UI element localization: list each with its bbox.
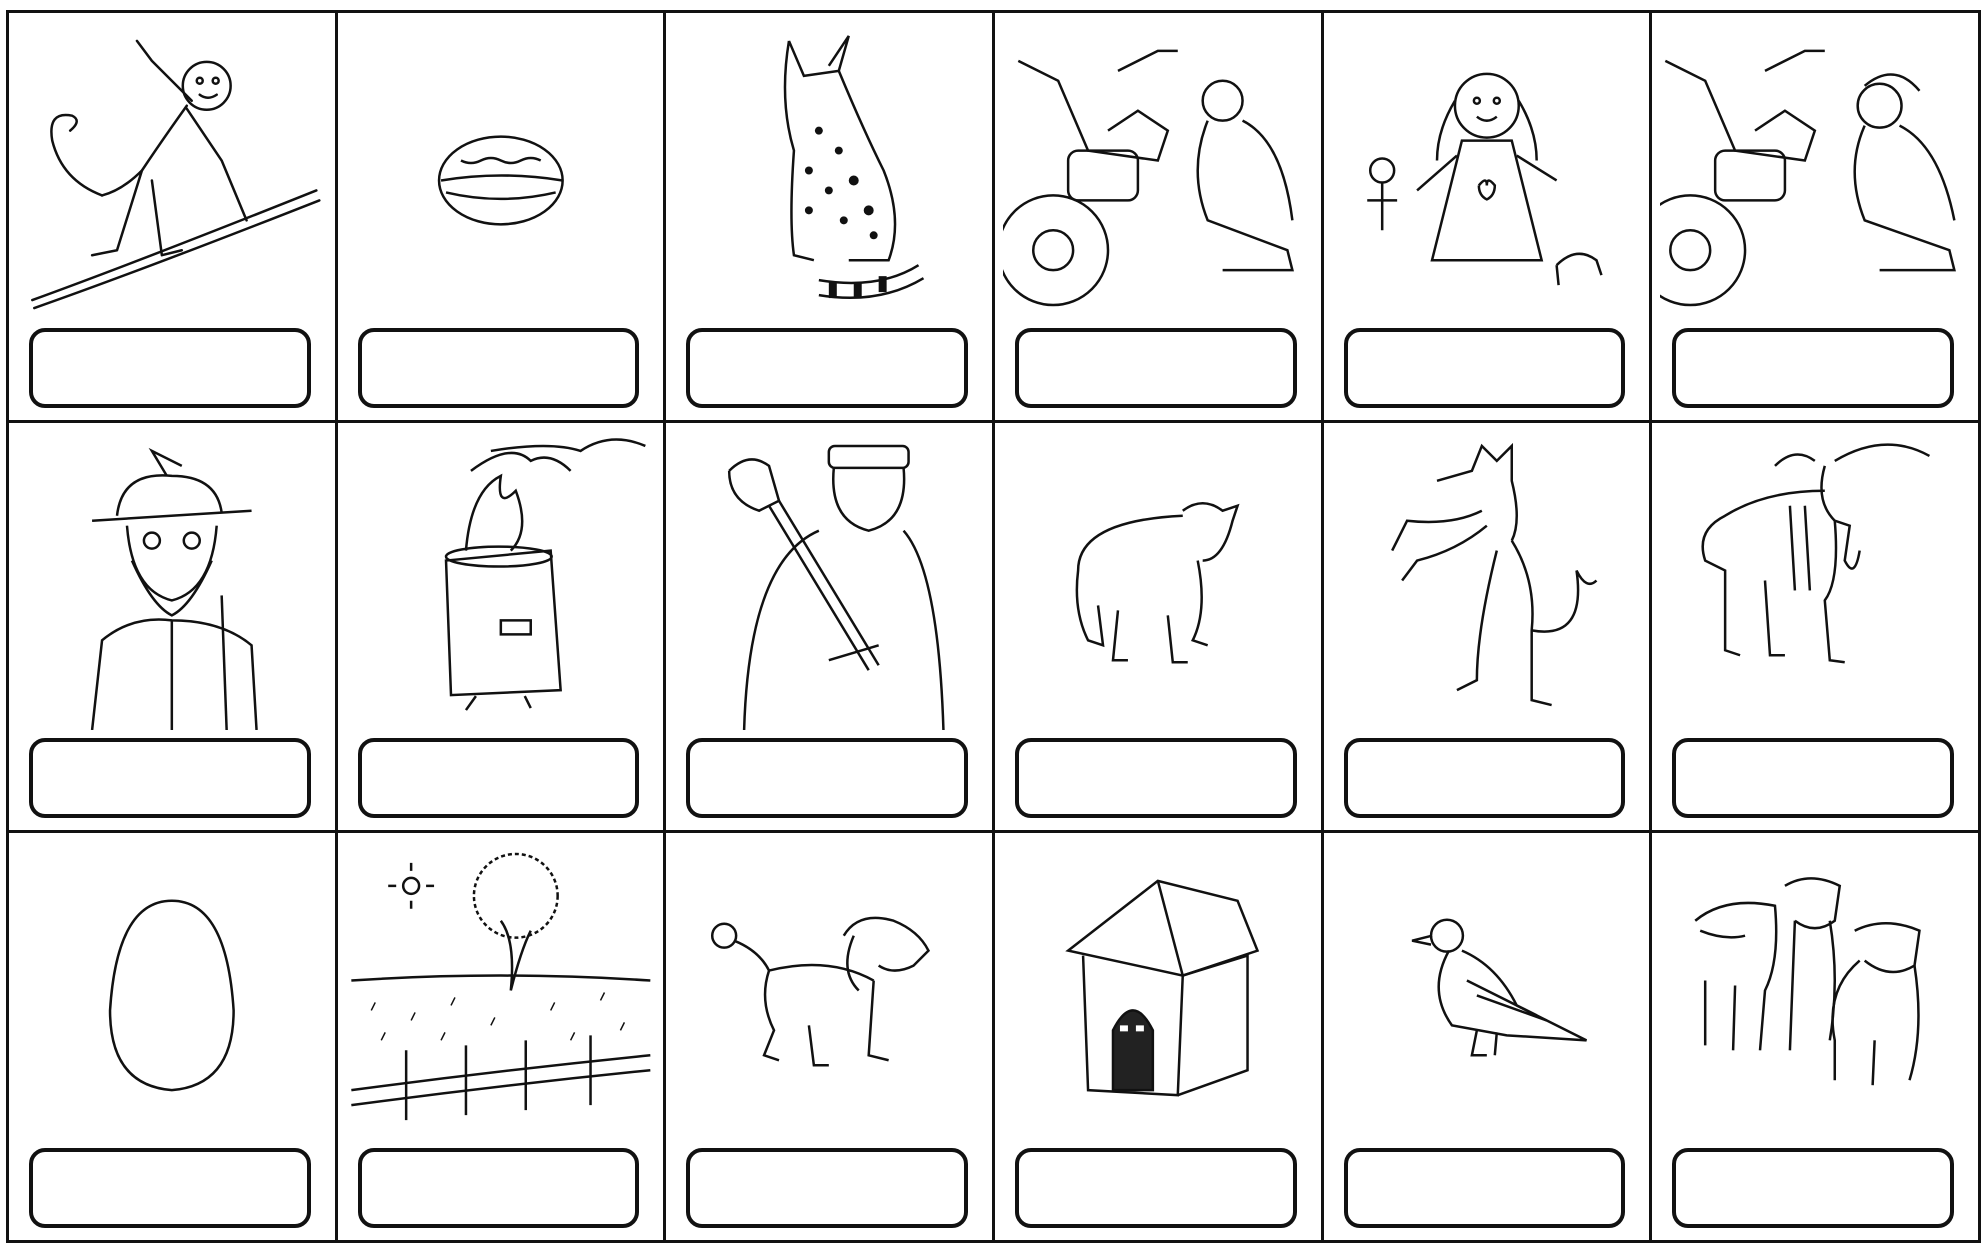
lamb-icon [1003, 431, 1313, 730]
answer-box[interactable] [1015, 1148, 1297, 1228]
answer-box[interactable] [1344, 738, 1626, 818]
card-doghouse [995, 833, 1324, 1243]
walnut-icon [346, 21, 656, 320]
answer-box[interactable] [1672, 328, 1954, 408]
card-wolf [1324, 423, 1653, 833]
man-shovel-icon [674, 431, 984, 730]
card-old-man [9, 423, 338, 833]
answer-box[interactable] [686, 1148, 968, 1228]
pigeon-icon [1332, 841, 1642, 1140]
answer-box[interactable] [358, 1148, 640, 1228]
field-tree-icon [346, 841, 656, 1140]
goat-icon [1660, 431, 1970, 730]
answer-box[interactable] [1015, 328, 1297, 408]
answer-box[interactable] [686, 328, 968, 408]
answer-box[interactable] [29, 738, 311, 818]
answer-box[interactable] [686, 738, 968, 818]
monkey-icon [17, 21, 327, 320]
doghouse-icon [1003, 841, 1313, 1140]
answer-box[interactable] [358, 738, 640, 818]
sheep-flock-icon [1660, 841, 1970, 1140]
card-sheep [1652, 833, 1981, 1243]
card-walnut [338, 13, 667, 423]
motorcycle-mechanic-girl-icon [1660, 21, 1970, 320]
card-goat [1652, 423, 1981, 833]
card-doll [1324, 13, 1653, 423]
answer-box[interactable] [1344, 328, 1626, 408]
answer-box[interactable] [29, 1148, 311, 1228]
motorcycle-mechanic-icon [1003, 21, 1313, 320]
answer-box[interactable] [1344, 1148, 1626, 1228]
answer-box[interactable] [1672, 738, 1954, 818]
answer-box[interactable] [358, 328, 640, 408]
card-field [338, 833, 667, 1243]
card-lamb [995, 423, 1324, 833]
wolf-icon [1332, 431, 1642, 730]
card-stove [338, 423, 667, 833]
doll-toys-icon [1332, 21, 1642, 320]
answer-box[interactable] [1015, 738, 1297, 818]
card-motorcycle [995, 13, 1324, 423]
stove-fire-icon [346, 431, 656, 730]
card-monkey [9, 13, 338, 423]
card-egg [9, 833, 338, 1243]
card-motorcycle-girl [1652, 13, 1981, 423]
card-poodle [666, 833, 995, 1243]
picture-grid [6, 10, 1981, 1243]
answer-box[interactable] [1672, 1148, 1954, 1228]
card-pigeon [1324, 833, 1653, 1243]
answer-box[interactable] [29, 328, 311, 408]
card-man-shovel [666, 423, 995, 833]
old-man-pipe-icon [17, 431, 327, 730]
card-wildcat [666, 13, 995, 423]
poodle-icon [674, 841, 984, 1140]
wildcat-icon [674, 21, 984, 320]
egg-icon [17, 841, 327, 1140]
